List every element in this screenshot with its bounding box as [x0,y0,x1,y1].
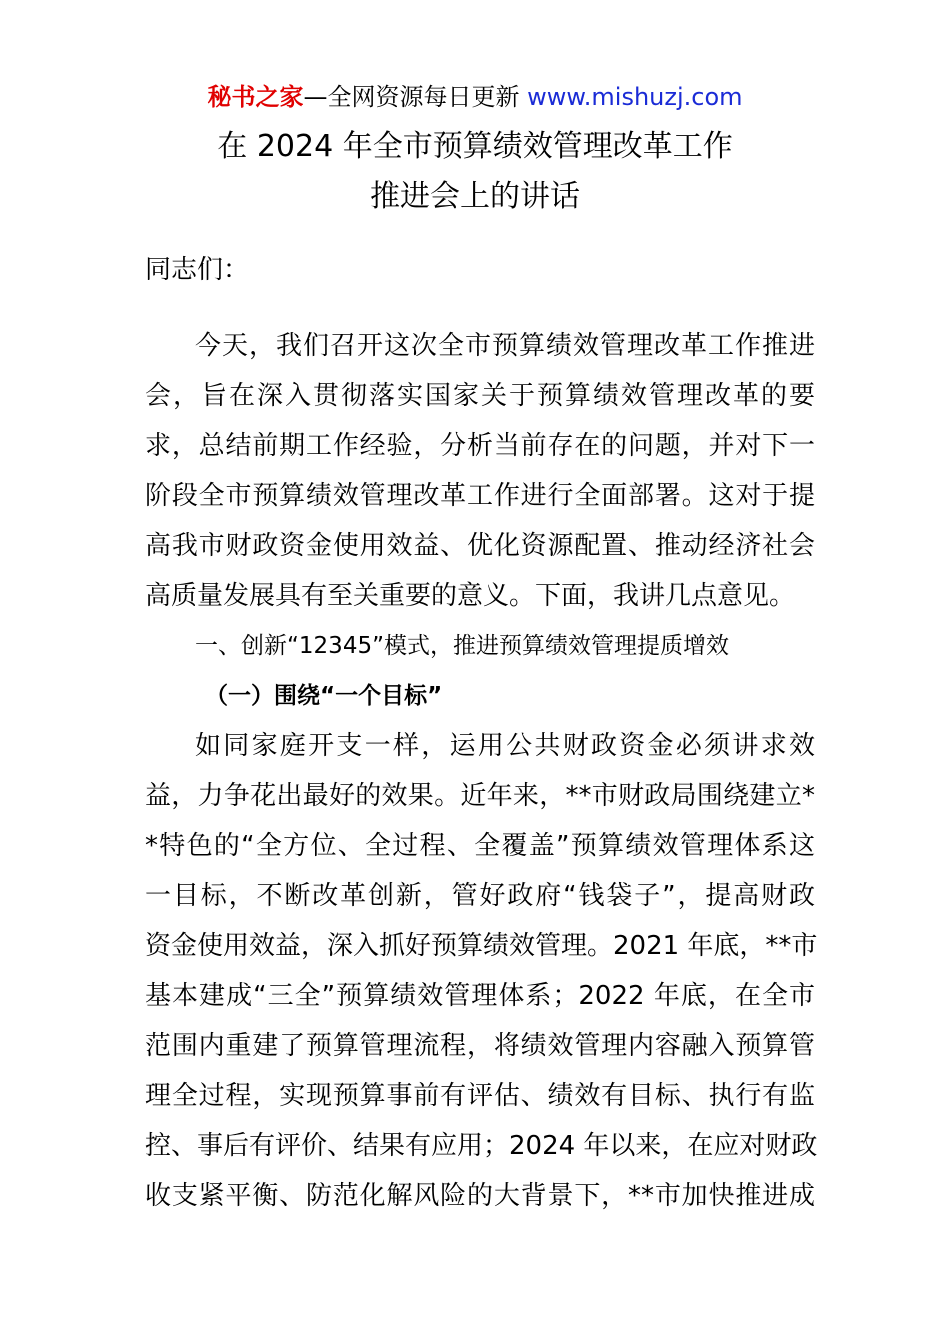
paragraph-line: 会，旨在深入贯彻落实国家关于预算绩效管理改革的要 [145,381,815,411]
paragraph-line: 控、事后有评价、结果有应用；2024 年以来，在应对财政 [145,1131,818,1161]
paragraph-line: 益，力争花出最好的效果。近年来，**市财政局围绕建立* [145,781,815,811]
paragraph-line: 一目标，不断改革创新，管好政府“钱袋子”，提高财政 [145,881,815,911]
paragraph-line: 如同家庭开支一样，运用公共财政资金必须讲求效 [195,731,815,761]
section-heading: 一、创新“12345”模式，推进预算绩效管理提质增效 [195,633,729,659]
brand-name: 秘书之家 [207,83,304,111]
document-title-line-2: 推进会上的讲话 [370,179,580,214]
subsection-heading: （一）围绕“一个目标” [205,683,443,709]
paragraph-line: 资金使用效益，深入抓好预算绩效管理。2021 年底，**市 [145,931,818,961]
site-link[interactable]: www.mishuzj.com [527,83,743,111]
paragraph-line: 求，总结前期工作经验，分析当前存在的问题，并对下一 [145,431,815,461]
paragraph-line: 阶段全市预算绩效管理改革工作进行全面部署。这对于提 [145,481,815,511]
paragraph-line: 基本建成“三全”预算绩效管理体系；2022 年底，在全市 [145,981,815,1011]
paragraph-line: 高质量发展具有至关重要的意义。下面，我讲几点意见。 [145,581,796,611]
salutation: 同志们： [145,255,250,285]
document-title-line-1: 在 2024 年全市预算绩效管理改革工作 [217,129,733,164]
paragraph-line: 高我市财政资金使用效益、优化资源配置、推动经济社会 [145,531,815,561]
paragraph-line: 范围内重建了预算管理流程，将绩效管理内容融入预算管 [145,1031,815,1061]
paragraph-line: 理全过程，实现预算事前有评估、绩效有目标、执行有监 [145,1081,815,1111]
header-tagline: —全网资源每日更新 [303,83,528,111]
paragraph-line: *特色的“全方位、全过程、全覆盖”预算绩效管理体系这 [145,831,815,861]
paragraph-line: 收支紧平衡、防范化解风险的大背景下，**市加快推进成 [145,1181,815,1211]
site-header [0,80,950,114]
paragraph-line: 今天，我们召开这次全市预算绩效管理改革工作推进 [195,331,815,361]
